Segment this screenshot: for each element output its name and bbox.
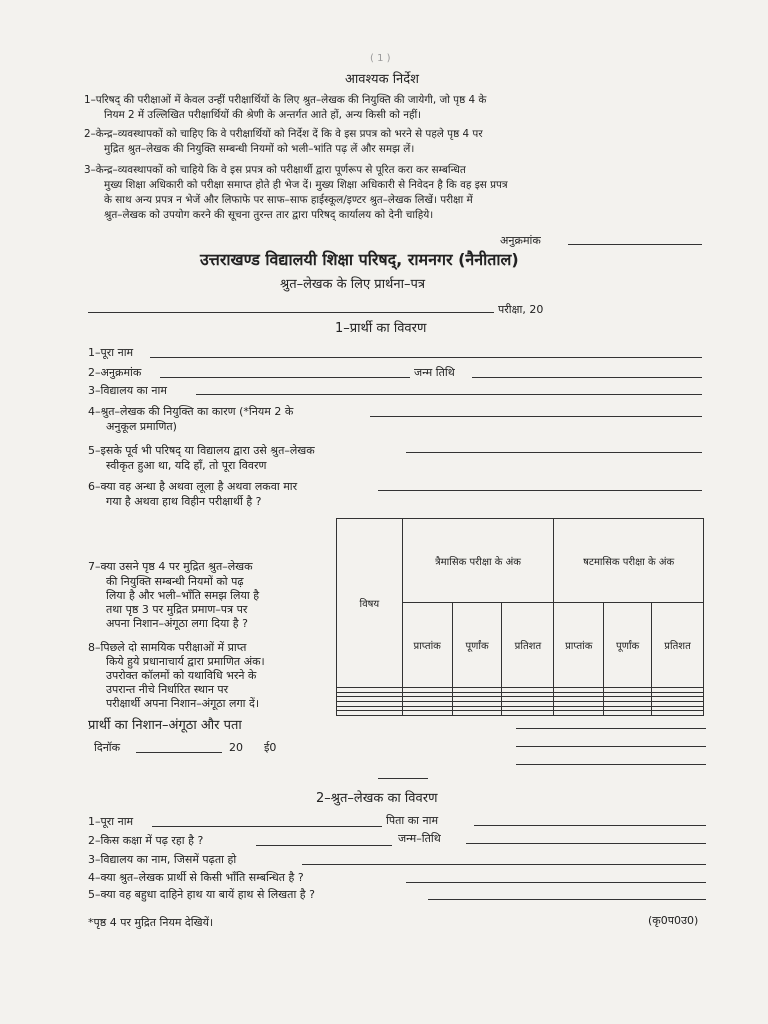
instructions-title: आवश्यक निर्देश (345, 72, 420, 87)
reason-label-line-1: 4–श्रुत–लेखक की नियुक्ति का कारण (*नियम 2 के (88, 405, 294, 418)
disability-label-line-2: गया है अथवा हाथ विहीन परीक्षार्थी है ? (106, 495, 262, 508)
q7-line-2: की नियुक्ति सम्बन्धी नियमों को पढ़ (106, 575, 244, 588)
marks-header-half-yearly: षटमासिक परीक्षा के अंक (554, 519, 704, 603)
instruction-2-line-1: 2–केन्द्र–व्यवस्थापकों को चाहिए कि वे परीक्षार्थियों को निर्देश दें कि वे इस प्रपत्र को भरने से पहले पृष्ठ 4 पर (84, 128, 483, 140)
date-label: दिनॉक (94, 741, 121, 754)
scribe-school-label: 3–विद्यालय का नाम, जिसमें पढ़ता हो (88, 853, 237, 866)
marks-table (336, 518, 704, 716)
applicant-roll-label: 2–अनुक्रमांक (88, 366, 142, 379)
q8-line-2: किये हुये प्रधानाचार्य द्वारा प्रमाणित अंक। (106, 655, 265, 668)
marks-subheader-obtained: प्राप्तांक (402, 603, 452, 687)
roll-number-line[interactable] (568, 244, 702, 245)
instruction-1-line-2: नियम 2 में उल्लिखित परीक्षार्थियों की श्रेणी के अन्तर्गत आते हों, अन्य किसी को नहीं। (104, 109, 422, 121)
marks-subheader-percent: प्रतिशत (502, 603, 554, 687)
marks-cell[interactable] (402, 711, 452, 716)
date-field[interactable] (136, 752, 222, 753)
marks-subheader-percent: प्रतिशत (652, 603, 704, 687)
footer-code: (कृ0प0उ0) (648, 914, 699, 927)
instruction-3-line-4: श्रुत–लेखक को उपयोग करने की सूचना तुरन्त तार द्वारा परिषद् कार्यालय को देनी चाहिये। (104, 209, 434, 221)
instruction-3-line-2: मुख्य शिक्षा अधिकारी को परीक्षा समाप्त होते ही भेज दें। मुख्य शिक्षा अधिकारी से निवेदन है कि वह इस प्रपत्र (104, 179, 508, 191)
marks-cell-subject[interactable] (337, 711, 403, 716)
year-prefix: 20 (229, 741, 243, 754)
applicant-roll-field[interactable] (160, 377, 410, 378)
q8-line-4: उपरान्त नीचे निर्धारित स्थान पर (106, 683, 229, 696)
marks-cell[interactable] (554, 711, 604, 716)
applicant-full-name-label: 1–पूरा नाम (88, 346, 134, 359)
reason-label-line-2: अनुकूल प्रमाणित) (106, 420, 177, 433)
applicant-school-label: 3–विद्यालय का नाम (88, 384, 167, 397)
instruction-1-line-1: 1–परिषद् की परीक्षाओं में केवल उन्हीं परीक्षार्थियों के लिए श्रुत–लेखक की नियुक्ति की जायेगी, जो पृष्ठ 4 के (84, 94, 487, 106)
scribe-hand-field[interactable] (428, 899, 706, 900)
scribe-dob-label: जन्म–तिथि (398, 832, 441, 845)
marks-subheader-obtained: प्राप्तांक (554, 603, 604, 687)
era-label: ई0 (264, 741, 277, 754)
thumb-address-label: प्रार्थी का निशान–अंगूठा और पता (88, 718, 242, 733)
section2-title: 2–श्रुत–लेखक का विवरण (316, 791, 438, 806)
marks-header-subject: विषय (337, 519, 403, 688)
prior-approval-field[interactable] (406, 452, 702, 453)
disability-field[interactable] (378, 490, 702, 491)
prior-approval-label-line-1: 5–इसके पूर्व भी परिषद् या विद्यालय द्वारा उसे श्रुत–लेखक (88, 444, 315, 457)
scribe-father-name-label: पिता का नाम (386, 814, 439, 827)
footer-note: *पृष्ठ 4 पर मुद्रित नियम देखियें। (88, 916, 214, 929)
marks-subheader-total: पूर्णांक (604, 603, 652, 687)
instruction-2-line-2: मुद्रित श्रुत–लेखक की नियुक्ति सम्बन्धी नियमों को भली–भांति पढ़ लें और समझ लें। (104, 143, 415, 155)
section1-title: 1–प्रार्थी का विवरण (335, 321, 427, 336)
scribe-class-field[interactable] (256, 845, 392, 846)
marks-row (337, 711, 704, 716)
exam-year-label: परीक्षा, 20 (498, 303, 544, 316)
scribe-relation-label: 4–क्या श्रुत–लेखक प्रार्थी से किसी भाँति सम्बन्धित है ? (88, 871, 304, 884)
q8-line-1: 8–पिछले दो सामयिक परीक्षाओं में प्राप्त (88, 641, 247, 654)
marks-header-quarterly: त्रैमासिक परीक्षा के अंक (402, 519, 554, 603)
board-title: उत्तराखण्ड विद्यालयी शिक्षा परिषद्, रामनगर (नैनीताल) (200, 250, 519, 269)
q8-line-3: उपरोक्त कॉलमों को यथाविधि भरने के (106, 669, 257, 682)
applicant-dob-label: जन्म तिथि (414, 366, 455, 379)
form-title: श्रुत–लेखक के लिए प्रार्थना–पत्र (280, 277, 426, 292)
applicant-dob-field[interactable] (472, 377, 702, 378)
q7-line-4: तथा पृष्ठ 3 पर मुद्रित प्रमाण–पत्र पर (106, 603, 248, 616)
address-line-2[interactable] (516, 746, 706, 747)
scribe-full-name-field[interactable] (152, 826, 382, 827)
scribe-father-name-field[interactable] (474, 825, 706, 826)
prior-approval-label-line-2: स्वीकृत हुआ था, यदि हाँ, तो पूरा विवरण (106, 459, 267, 472)
marks-cell[interactable] (604, 711, 652, 716)
marks-cell[interactable] (502, 711, 554, 716)
disability-label-line-1: 6–क्या वह अन्धा है अथवा लूला है अथवा लकवा मार (88, 480, 298, 493)
exam-name-line[interactable] (88, 312, 494, 313)
applicant-school-field[interactable] (196, 394, 702, 395)
q7-line-5: अपना निशान–अंगूठा लगा दिया है ? (106, 617, 248, 630)
address-line-3[interactable] (516, 764, 706, 765)
marks-table-body (337, 687, 704, 715)
marks-subheader-total: पूर्णांक (452, 603, 502, 687)
scribe-dob-field[interactable] (466, 843, 706, 844)
applicant-full-name-field[interactable] (150, 357, 702, 358)
q8-line-5: परीक्षार्थी अपना निशान–अंगूठा लगा दें। (106, 697, 260, 710)
reason-field[interactable] (370, 416, 702, 417)
page-number-mark: ( 1 ) (370, 53, 391, 64)
roll-number-label: अनुक्रमांक (500, 234, 541, 247)
scribe-relation-field[interactable] (406, 882, 706, 883)
q7-line-1: 7–क्या उसने पृष्ठ 4 पर मुद्रित श्रुत–लेखक (88, 560, 253, 573)
marks-cell[interactable] (652, 711, 704, 716)
scribe-full-name-label: 1–पूरा नाम (88, 815, 134, 828)
q7-line-3: लिया है और भली–भाँति समझ लिया है (106, 589, 260, 602)
marks-cell[interactable] (452, 711, 502, 716)
instruction-3-line-1: 3–केन्द्र–व्यवस्थापकों को चाहिये कि वे इस प्रपत्र को परीक्षार्थी द्वारा पूर्णरूप से पूरित करा कर सम्बन्धित (84, 164, 466, 176)
scribe-hand-label: 5–क्या वह बहुधा दाहिने हाथ या बायें हाथ से लिखता है ? (88, 888, 315, 901)
section-divider (378, 778, 428, 779)
address-line-1[interactable] (516, 728, 706, 729)
scribe-school-field[interactable] (302, 864, 706, 865)
instruction-3-line-3: के साथ अन्य प्रपत्र न भेजें और लिफाफे पर साफ–साफ हाईस्कूल/इण्टर श्रुत–लेखक लिखें। परीक्षा में (104, 194, 473, 206)
scribe-class-label: 2–किस कक्षा में पढ़ रहा है ? (88, 834, 204, 847)
